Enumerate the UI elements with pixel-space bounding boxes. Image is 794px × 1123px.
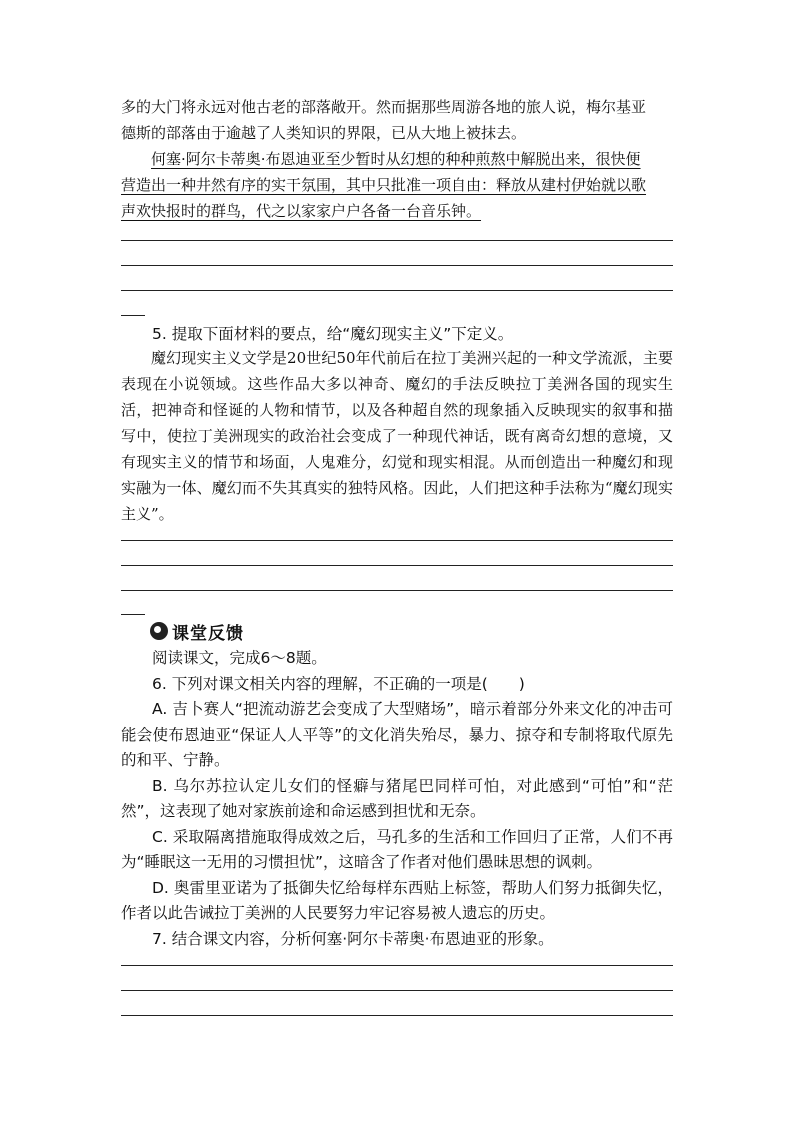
option-d: D. 奥雷里亚诺为了抵御失忆给每样东西贴上标签，帮助人们努力抵御失忆，作者以此告诫拉丁美洲的人民要努力牢记容易被人遗忘的历史。 [121, 878, 673, 922]
answer-line[interactable] [121, 265, 673, 266]
questions-block [121, 646, 673, 952]
question-text: 5. 提取下面材料的要点，给“魔幻现实主义”下定义。 [152, 325, 514, 343]
option-b: B. 乌尔苏拉认定儿女们的怪癖与猪尾巴同样可怕，对此感到“可怕”和“茫然”，这表现了她对家族前途和命运感到担忧和无奈。 [121, 776, 673, 820]
answer-line[interactable] [121, 240, 673, 241]
option-c: C. 采取隔离措施取得成效之后，马孔多的生活和工作回归了正常，人们不再为“睡眠这一无用的习惯担忧”，这暗含了作者对他们愚昧思想的讽刺。 [121, 827, 673, 871]
answer-line-stub [121, 315, 145, 316]
answer-line[interactable] [121, 565, 673, 566]
question-6-prompt: 6. 下列对课文相关内容的理解，不正确的一项是( ) [152, 674, 525, 693]
passage-line: 多的大门将永远对他古老的部落敞开。然而据那些周游各地的旅人说，梅尔基亚 [121, 98, 647, 116]
material-text: 魔幻现实主义文学是20世纪50年代前后在拉丁美洲兴起的一种文学流派，主要表现在小说领域。这些作品大多以神奇、魔幻的手法反映拉丁美洲各国的现实生活，把神奇和怪诞的人物和情节，以及各种超自然的现象插入反映现实的叙事和描写中，使拉丁美洲现实的政治社会变成了一种现代神话，既有离奇幻想的意境，又有现实主义的情节和场面，人鬼难分，幻觉和现实相混。从而创造出一种魔幻和现实融为一体、魔幻而不失其真实的独特风格。因此，人们把这种手法称为“魔幻现实主义”。 [121, 349, 673, 523]
section-title: 课堂反馈 [172, 623, 244, 644]
passage-line: 德斯的部落由于逾越了人类知识的界限，已从大地上被抹去。 [121, 124, 527, 142]
answer-line[interactable] [121, 1015, 673, 1016]
underlined-sentence: 营造出一种井然有序的实干氛围，其中只批准一项自由：释放从建村伊始就以歌 [121, 176, 647, 194]
answer-line[interactable] [121, 965, 673, 966]
answer-line-stub [121, 614, 145, 615]
underlined-sentence: 声欢快报时的群鸟，代之以家家户户各备一台音乐钟。 [121, 202, 482, 220]
answer-line[interactable] [121, 590, 673, 591]
question-7-prompt: 7. 结合课文内容，分析何塞·阿尔卡蒂奥·布恩迪亚的形象。 [152, 929, 554, 948]
answer-line[interactable] [121, 990, 673, 991]
option-a: A. 吉卜赛人“把流动游艺会变成了大型赌场”，暗示着部分外来文化的冲击可能会使布恩迪亚“保证人人平等”的文化消失殆尽，暴力、掠夺和专制将取代原先的和平、宁静。 [121, 700, 673, 769]
answer-line[interactable] [121, 290, 673, 291]
passage [121, 94, 673, 224]
bullet-circle-icon [150, 622, 168, 640]
question-5-prompt [121, 322, 673, 348]
question-5-material [121, 345, 673, 527]
answer-line[interactable] [121, 540, 673, 541]
instruction-text: 阅读课文，完成6～8题。 [152, 649, 327, 667]
underlined-sentence: 何塞·阿尔卡蒂奥·布恩迪亚至少暂时从幻想的种种煎熬中解脱出来，很快便 [151, 150, 641, 168]
section-header [150, 620, 244, 642]
